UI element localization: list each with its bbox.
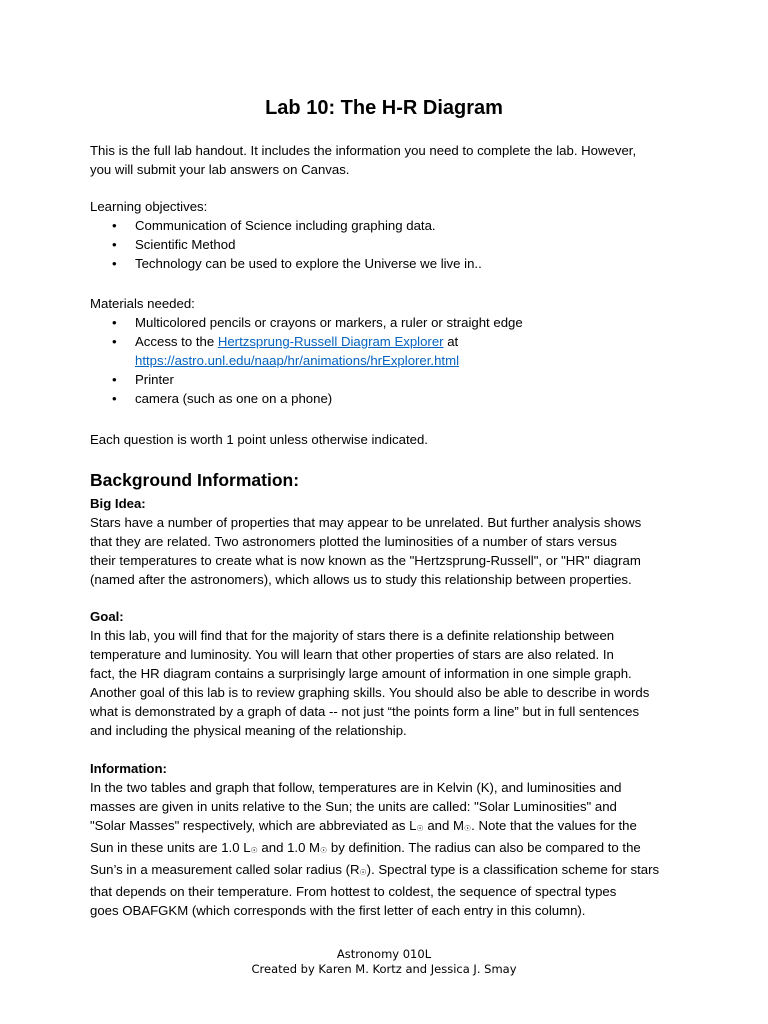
information-heading: Information:: [90, 761, 167, 776]
text-fragment: by definition. The radius can also be compared to the: [327, 840, 641, 855]
list-item: [90, 370, 690, 389]
footer-authors: Created by Karen M. Kortz and Jessica J. Smay: [251, 962, 517, 976]
materials-heading: Materials needed:: [90, 296, 195, 311]
text-fragment: Sun in these units are 1.0 L: [90, 840, 251, 855]
list-item-text: Communication of Science including graphing data.: [135, 218, 436, 233]
paragraph-line: temperature and luminosity. You will learn that other properties of stars are also related. In: [90, 647, 614, 662]
text-fragment: Sun’s in a measurement called solar radius (R: [90, 862, 360, 877]
paragraph-line: Another goal of this lab is to review graphing skills. You should also be able to describe in words: [90, 685, 650, 700]
paragraph-line: [90, 860, 690, 882]
text-fragment: . Note that the values for the: [471, 818, 637, 833]
intro-paragraph: [90, 141, 690, 179]
list-item: [90, 313, 690, 332]
list-item: [90, 235, 690, 254]
learning-objectives-section: [90, 197, 690, 273]
bullet-icon: •: [112, 237, 117, 252]
sun-symbol: ☉: [250, 846, 258, 855]
learning-objectives-list: [90, 216, 690, 273]
bullet-icon: •: [112, 218, 117, 233]
list-item: [90, 254, 690, 273]
paragraph-line: and including the physical meaning of the relationship.: [90, 723, 407, 738]
text-fragment: and 1.0 M: [257, 840, 321, 855]
sun-symbol: ☉: [320, 846, 328, 855]
paragraph-line: goes OBAFGKM (which corresponds with the first letter of each entry in this column).: [90, 903, 586, 918]
text-fragment: and M: [423, 818, 464, 833]
goal-section: [90, 607, 690, 740]
list-item-text: Access to the: [135, 334, 218, 349]
paragraph-line: In this lab, you will find that for the majority of stars there is a definite relationship between: [90, 628, 615, 643]
paragraph-line: what is demonstrated by a graph of data -- not just “the points form a line” but in full sentences: [90, 704, 640, 719]
paragraph-line: fact, the HR diagram contains a surprisingly large amount of information in one simple graph.: [90, 666, 632, 681]
hr-explorer-url-link[interactable]: https://astro.unl.edu/naap/hr/animations/hrExplorer.html: [135, 353, 460, 368]
materials-section: [90, 294, 690, 408]
paragraph-line: In the two tables and graph that follow, temperatures are in Kelvin (K), and luminosities and: [90, 780, 622, 795]
paragraph-line: [90, 838, 690, 860]
information-section: [90, 759, 690, 920]
list-item: [90, 389, 690, 408]
paragraph-line: masses are given in units relative to the Sun; the units are called: "Solar Luminosities" and: [90, 799, 617, 814]
bullet-icon: •: [112, 315, 117, 330]
paragraph-line: their temperatures to create what is now known as the "Hertzsprung-Russell", or "HR" diagram: [90, 553, 641, 568]
learning-objectives-heading: Learning objectives:: [90, 199, 208, 214]
materials-list: [90, 313, 690, 408]
background-heading: Background Information:: [90, 470, 300, 490]
document-title: Lab 10: The H-R Diagram: [265, 97, 503, 119]
paragraph-line: that they are related. Two astronomers plotted the luminosities of a number of stars versus: [90, 534, 617, 549]
paragraph-line: [90, 816, 690, 838]
intro-line: This is the full lab handout. It includes the information you need to complete the lab. However,: [90, 143, 637, 158]
list-item-text: Technology can be used to explore the Universe we live in..: [135, 256, 482, 271]
sun-symbol: ☉: [416, 824, 424, 833]
big-idea-heading: Big Idea:: [90, 496, 146, 511]
paragraph-line: (named after the astronomers), which allows us to study this relationship between properties.: [90, 572, 632, 587]
goal-heading: Goal:: [90, 609, 124, 624]
bullet-icon: •: [112, 372, 117, 387]
hr-explorer-link[interactable]: Hertzsprung-Russell Diagram Explorer: [217, 334, 444, 349]
sun-symbol: ☉: [359, 868, 367, 877]
bullet-icon: •: [112, 391, 117, 406]
big-idea-section: [90, 494, 690, 589]
list-item: [90, 332, 690, 370]
paragraph-line: Stars have a number of properties that may appear to be unrelated. But further analysis shows: [90, 515, 642, 530]
bullet-icon: •: [112, 334, 117, 349]
bullet-icon: •: [112, 256, 117, 271]
list-item-text: camera (such as one on a phone): [135, 391, 333, 406]
paragraph-line: that depends on their temperature. From hottest to coldest, the sequence of spectral types: [90, 884, 617, 899]
list-item-text: Multicolored pencils or crayons or markers, a ruler or straight edge: [135, 315, 523, 330]
list-item-text: Scientific Method: [135, 237, 236, 252]
list-item-text: Printer: [135, 372, 174, 387]
sun-symbol: ☉: [464, 824, 472, 833]
points-note: Each question is worth 1 point unless otherwise indicated.: [90, 432, 428, 447]
footer-course: Astronomy 010L: [336, 947, 432, 961]
list-item-text: at: [443, 334, 459, 349]
list-item: [90, 216, 690, 235]
intro-line: you will submit your lab answers on Canvas.: [90, 162, 350, 177]
text-fragment: ). Spectral type is a classification scheme for stars: [366, 862, 660, 877]
text-fragment: "Solar Masses" respectively, which are abbreviated as L: [90, 818, 417, 833]
